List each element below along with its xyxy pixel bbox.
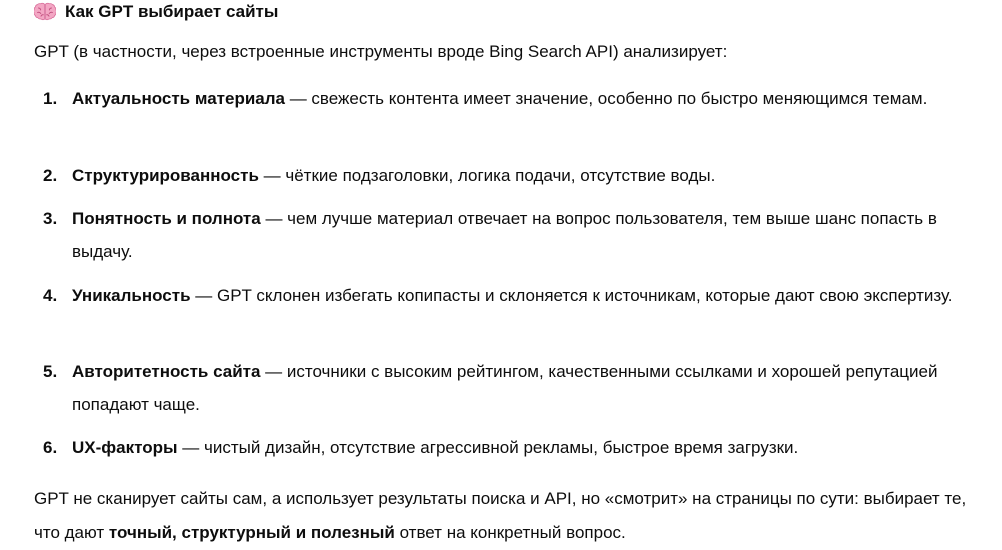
- list-item: [34, 82, 984, 115]
- list-item: [34, 279, 984, 312]
- list-item: [34, 202, 984, 268]
- list-item-number: 6.: [43, 438, 58, 457]
- section-heading: [34, 0, 278, 24]
- list-item-description: — чистый дизайн, отсутствие агрессивной рекламы, быстрое время загрузки.: [177, 438, 799, 457]
- intro-paragraph: GPT (в частности, через встроенные инструменты вроде Bing Search API) анализирует:: [34, 42, 728, 61]
- list-item-number: 1.: [43, 89, 58, 108]
- list-item-term: UX-факторы: [72, 438, 178, 457]
- list-item-description: — GPT склонен избегать копипасты и склоняется к источникам, которые дают свою экспертизу.: [190, 286, 953, 305]
- list-item-term: Понятность и полнота: [72, 209, 261, 228]
- brain-icon: [34, 2, 56, 22]
- list-item-term: Актуальность материала: [72, 89, 285, 108]
- list-item-term: Структурированность: [72, 166, 259, 185]
- list-item-term: Авторитетность сайта: [72, 362, 261, 381]
- list-item-description: — чем лучше материал отвечает на вопрос пользователя, тем выше шанс попасть в выдачу.: [72, 209, 937, 261]
- list-item: [34, 431, 984, 464]
- conclusion-text-start: GPT не сканирует сайты сам, а использует результаты поиска и API, но «смотрит» на страницы по сути: выбирает те, что дают: [34, 489, 967, 542]
- list-item-description: — чёткие подзаголовки, логика подачи, отсутствие воды.: [258, 166, 716, 185]
- list-item-number: 4.: [43, 286, 58, 305]
- section-heading-text: Как GPT выбирает сайты: [65, 2, 279, 21]
- list-item-term: Уникальность: [72, 286, 191, 305]
- list-item-description: — источники с высоким рейтингом, качественными ссылками и хорошей репутацией попадают чаще.: [72, 362, 938, 414]
- list-item-number: 2.: [43, 166, 58, 185]
- list-item: [34, 159, 984, 192]
- list-item-description: — свежесть контента имеет значение, особенно по быстро меняющимся темам.: [284, 89, 928, 108]
- conclusion-paragraph: [34, 482, 984, 550]
- list-item: [34, 355, 984, 421]
- list-item-number: 3.: [43, 209, 58, 228]
- conclusion-emphasis: точный, структурный и полезный: [108, 523, 395, 542]
- conclusion-text-end: ответ на конкретный вопрос.: [394, 523, 626, 542]
- list-item-number: 5.: [43, 362, 58, 381]
